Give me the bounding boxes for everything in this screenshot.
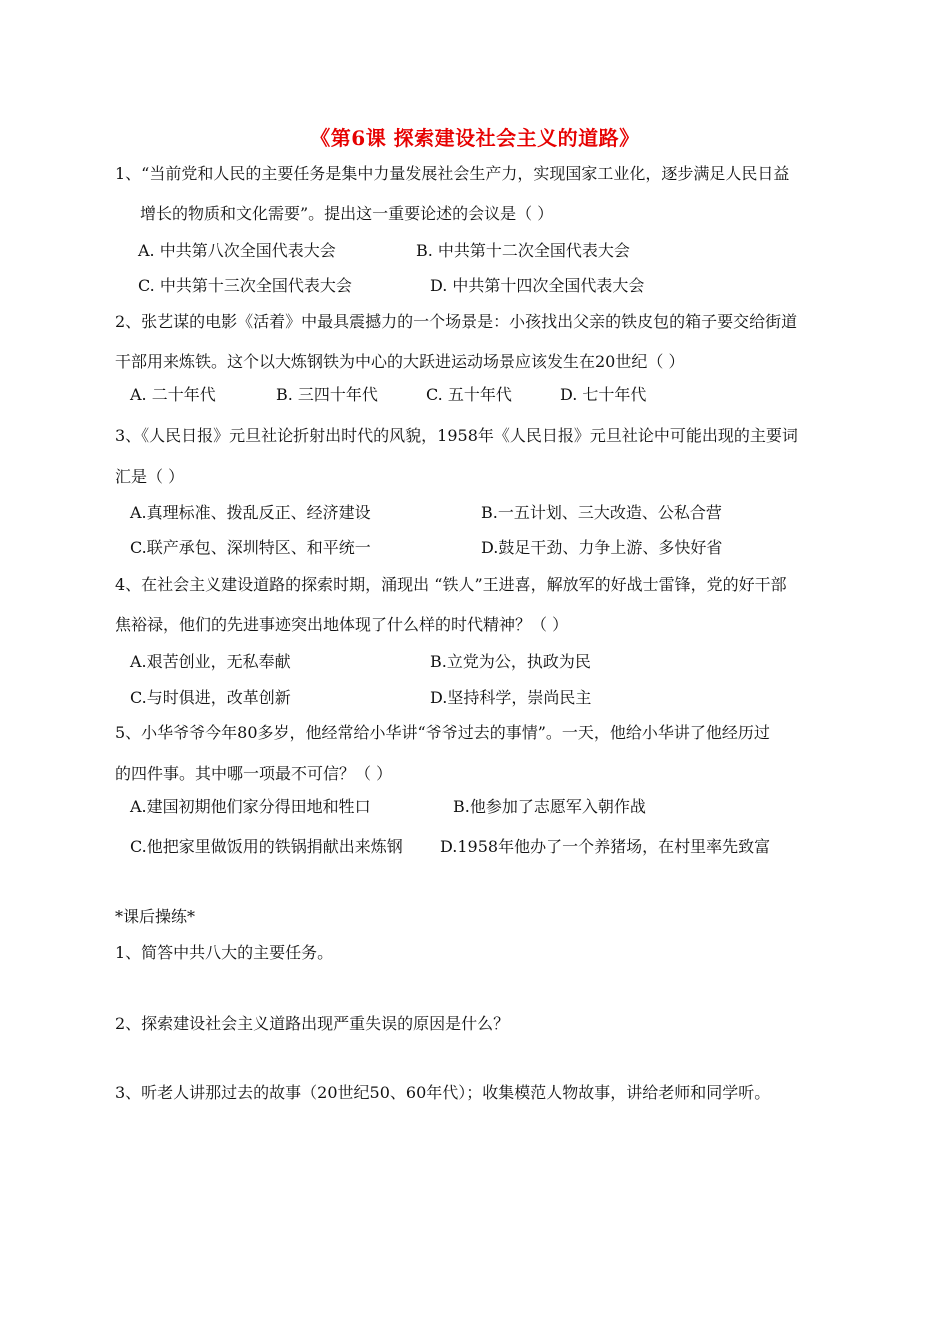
question-2-line-1: 2、张艺谋的电影《活着》中最具震撼力的一个场景是：小孩找出父亲的铁皮包的箱子要交给街道 [115,312,798,331]
question-4-line-2: 焦裕禄，他们的先进事迹突出地体现了什么样的时代精神？（ ） [115,615,569,634]
homework-item-2: 2、探索建设社会主义道路出现严重失误的原因是什么？ [115,1014,510,1033]
question-1-line-2: 增长的物质和文化需要”。提出这一重要论述的会议是（ ） [140,204,554,223]
question-5-option-b: B.他参加了志愿军入朝作战 [453,797,646,816]
question-1-option-b: B. 中共第十二次全国代表大会 [416,241,630,260]
question-2-option-c: C. 五十年代 [426,385,512,404]
question-1-option-a: A. 中共第八次全国代表大会 [138,241,336,260]
question-5-line-2: 的四件事。其中哪一项最不可信？（ ） [115,764,393,783]
question-4-line-1: 4、在社会主义建设道路的探索时期，涌现出 “铁人”王进喜，解放军的好战士雷锋，党的好干部 [115,575,787,594]
question-2-option-b: B. 三四十年代 [276,385,378,404]
question-1-option-d: D. 中共第十四次全国代表大会 [430,276,645,295]
question-3-option-c: C.联产承包、深圳特区、和平统一 [130,538,371,557]
question-5-line-1: 5、小华爷爷今年80多岁，他经常给小华讲“爷爷过去的事情”。一天，他给小华讲了他经历过 [115,723,770,742]
homework-item-1: 1、简答中共八大的主要任务。 [115,943,334,962]
page-title: 《第6课 探索建设社会主义的道路》 [310,126,640,150]
question-4-option-c: C.与时俱进，改革创新 [130,688,291,707]
question-3-option-a: A.真理标准、拨乱反正、经济建设 [130,503,371,522]
question-4-option-d: D.坚持科学，崇尚民主 [430,688,592,707]
question-1-option-c: C. 中共第十三次全国代表大会 [138,276,352,295]
question-2-option-a: A. 二十年代 [130,385,216,404]
question-3-option-d: D.鼓足干劲、力争上游、多快好省 [481,538,723,557]
question-4-option-b: B.立党为公，执政为民 [430,652,591,671]
question-3-option-b: B.一五计划、三大改造、公私合营 [481,503,722,522]
question-5-option-d: D.1958年他办了一个养猪场，在村里率先致富 [440,837,771,856]
question-3-line-1: 3、《人民日报》元旦社论折射出时代的风貌，1958年《人民日报》元旦社论中可能出现的主要词 [115,426,798,445]
homework-heading: *课后操练* [115,907,196,926]
question-5-option-a: A.建国初期他们家分得田地和牲口 [130,797,371,816]
question-5-option-c: C.他把家里做饭用的铁锅捐献出来炼钢 [130,837,403,856]
homework-item-3: 3、听老人讲那过去的故事（20世纪50、60年代）；收集模范人物故事，讲给老师和同学听。 [115,1083,771,1102]
question-3-line-2: 汇是（ ） [115,467,185,486]
question-4-option-a: A.艰苦创业，无私奉献 [130,652,291,671]
question-2-line-2: 干部用来炼铁。这个以大炼钢铁为中心的大跃进运动场景应该发生在20世纪（ ） [115,352,685,371]
question-1-line-1: 1、“当前党和人民的主要任务是集中力量发展社会生产力，实现国家工业化，逐步满足人民日益 [115,164,790,183]
question-2-option-d: D. 七十年代 [560,385,647,404]
